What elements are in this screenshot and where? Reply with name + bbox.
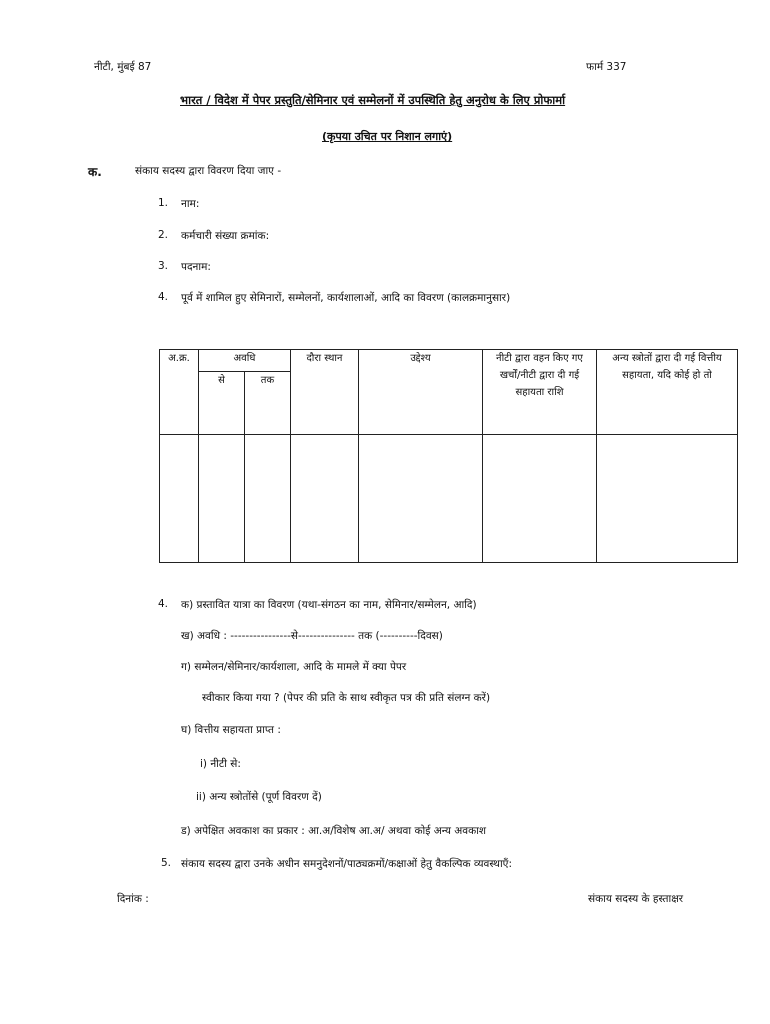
table-cell bbox=[199, 435, 245, 563]
financial-assistance-label: घ) वित्तीय सहायता प्राप्त : bbox=[181, 724, 281, 736]
paper-accepted-line1: ग) सम्मेलन/सेमिनार/कार्यशाला, आदि के मामले में क्या पेपर bbox=[181, 661, 407, 673]
proposed-trip-details: क) प्रस्तावित यात्रा का विवरण (यथा-संगठन का नाम, सेमिनार/सम्मेलन, आदि) bbox=[181, 599, 477, 611]
item-number: 1. bbox=[158, 197, 169, 209]
assistance-from-niti: i) नीटी से: bbox=[200, 758, 241, 770]
col-header-niti-expenses bbox=[483, 350, 597, 435]
other-assistance-line: सहायता, यदि कोई हो तो bbox=[622, 370, 712, 381]
paper-accepted-line2: स्वीकार किया गया ? (पेपर की प्रति के साथ स्वीकृत पत्र की प्रति संलग्न करें) bbox=[202, 692, 491, 704]
document-title: भारत / विदेश में पेपर प्रस्तुति/सेमिनार एवं सम्मेलनों में उपस्थिति हेतु अनुरोध के लिए प्रोफार्मा bbox=[180, 93, 566, 107]
item-number: 4. bbox=[158, 291, 169, 303]
part5-number: 5. bbox=[161, 857, 172, 869]
col-header-purpose: उद्देश्य bbox=[359, 350, 483, 435]
item-employee-number-label: कर्मचारी संख्या क्रमांक: bbox=[181, 230, 270, 242]
table-cell bbox=[291, 435, 359, 563]
table-row bbox=[160, 435, 738, 563]
header-left: नीटी, मुंबई 87 bbox=[94, 61, 152, 73]
col-header-to: तक bbox=[245, 372, 291, 435]
col-header-sno: अ.क्र. bbox=[160, 350, 199, 435]
niti-expenses-line: खर्चों/नीटी द्वारा दी गई bbox=[499, 370, 580, 381]
date-label: दिनांक : bbox=[117, 893, 149, 905]
section-intro: संकाय सदस्य द्वारा विवरण दिया जाए - bbox=[135, 165, 282, 177]
form-number: फार्म 337 bbox=[586, 61, 627, 73]
signature-label: संकाय सदस्य के हस्ताक्षर bbox=[588, 893, 684, 905]
alternative-arrangements: संकाय सदस्य द्वारा उनके अधीन समनुदेशनों/पाठ्यक्रमों/कक्षाओं हेतु वैकल्पिक व्यवस्थाएँ: bbox=[181, 858, 513, 870]
niti-expenses-line: सहायता राशि bbox=[515, 387, 564, 398]
table-cell bbox=[245, 435, 291, 563]
table-cell bbox=[483, 435, 597, 563]
table-cell bbox=[160, 435, 199, 563]
previous-seminars-table bbox=[159, 349, 738, 563]
item-designation-label: पदनाम: bbox=[181, 261, 211, 273]
item-number: 3. bbox=[158, 260, 169, 272]
leave-type: ड) अपेक्षित अवकाश का प्रकार : आ.अ/विशेष आ.अ/ अथवा कोई अन्य अवकाश bbox=[181, 825, 487, 837]
other-assistance-line: अन्य स्त्रोतों द्वारा दी गई वित्तीय bbox=[612, 353, 722, 364]
trip-duration: ख) अवधि : ----------------से--------------- तक (----------दिवस) bbox=[181, 630, 443, 642]
col-header-from: से bbox=[199, 372, 245, 435]
assistance-other-sources: ii) अन्य स्त्रोतोंसे (पूर्ण विवरण दें) bbox=[196, 791, 322, 803]
col-header-other-assistance bbox=[597, 350, 738, 435]
item-number: 2. bbox=[158, 229, 169, 241]
table-cell bbox=[597, 435, 738, 563]
item-name-label: नाम: bbox=[181, 198, 200, 210]
col-header-duration: अवधि bbox=[199, 350, 291, 372]
table-cell bbox=[359, 435, 483, 563]
document-subtitle: (कृपया उचित पर निशान लगाएं) bbox=[322, 130, 453, 143]
niti-expenses-line: नीटी द्वारा वहन किए गए bbox=[496, 353, 583, 364]
col-header-place: दौरा स्थान bbox=[291, 350, 359, 435]
part4-number: 4. bbox=[158, 598, 169, 610]
section-marker: क. bbox=[88, 165, 102, 179]
item-previous-seminars-label: पूर्व में शामिल हुए सेमिनारों, सम्मेलनों, कार्यशालाओं, आदि का विवरण (कालक्रमानुसार) bbox=[181, 292, 511, 304]
